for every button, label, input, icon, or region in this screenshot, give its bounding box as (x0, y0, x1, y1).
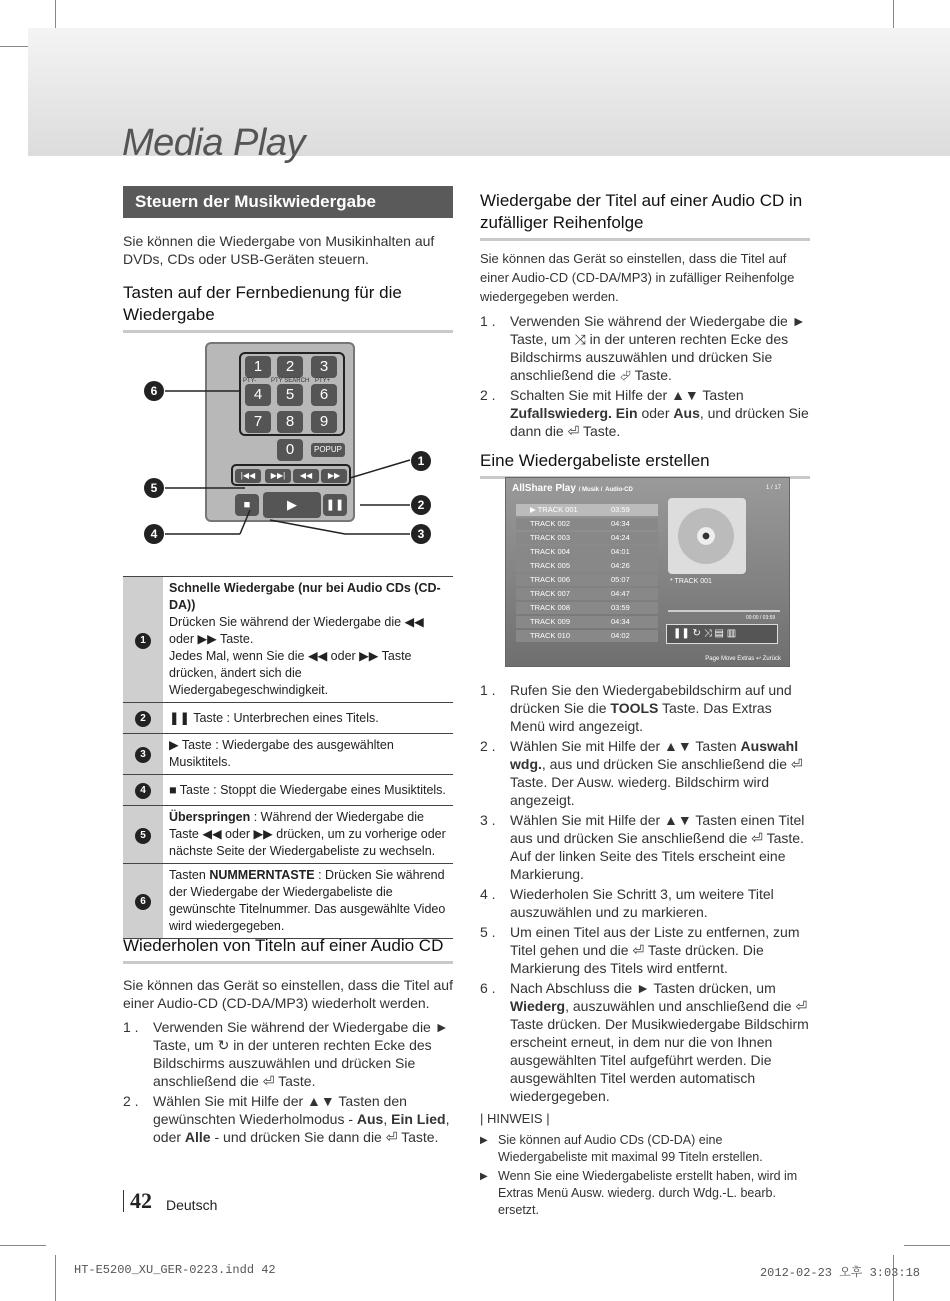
key-label-pty-search: PTY SEARCH (271, 378, 310, 384)
row-bold: NUMMERNTASTE (209, 868, 315, 882)
track-row[interactable] (516, 532, 658, 544)
step-bold: TOOLS (610, 700, 659, 716)
track-row[interactable] (516, 504, 658, 516)
list-item (480, 737, 810, 809)
track-name: TRACK 005 (530, 561, 571, 570)
step-text: Verwenden Sie während der Wiedergabe die ► Taste, um ↻ in der unteren rechten Ecke des Bildschirms auszuwählen und drücken Sie anschließend die ⏎ Taste. (153, 1019, 449, 1089)
key-6: 6 (311, 384, 337, 406)
track-time: 05:07 (611, 575, 630, 584)
track-name: TRACK 010 (530, 631, 571, 640)
progress-bar (668, 610, 780, 612)
step-text: Schalten Sie mit Hilfe der ▲▼ Tasten (510, 387, 744, 403)
track-name: TRACK 007 (530, 589, 571, 598)
list-item: ▶ Wenn Sie eine Wiedergabeliste erstellt haben, wird im Extras Menü Ausw. wiederg. durch Wdg.-L. bearb. ersetzt. (480, 1168, 810, 1219)
repeat-steps (123, 1018, 453, 1146)
notes (480, 1132, 810, 1219)
callout-2: 2 (411, 495, 431, 515)
screen-crumb: / Musik / (578, 487, 603, 493)
step-number: 5 . (480, 924, 496, 940)
track-time: 04:34 (611, 617, 630, 626)
step-text: - und drücken Sie dann die ⏎ Taste. (210, 1129, 439, 1145)
album-art (668, 498, 746, 574)
skip-back-key: |◀◀ (235, 469, 261, 483)
left-column (123, 186, 453, 333)
track-time: 04:34 (611, 519, 630, 528)
callout-5: 5 (144, 478, 164, 498)
fast-forward-key: ▶▶ (321, 469, 347, 483)
skip-forward-key: ▶▶| (265, 469, 291, 483)
shuffle-heading: Wiedergabe der Titel auf einer Audio CD in zufälliger Reihenfolge (480, 190, 810, 241)
page-number: 42 (130, 1188, 152, 1213)
row-text: Jedes Mal, wenn Sie die ◀◀ oder ▶▶ Taste drücken, ändert sich die Wiedergabegeschwindigkeit. (169, 649, 412, 697)
key-4: 4 (245, 384, 271, 406)
step-number: 1 . (480, 313, 496, 329)
row-number: 4 (135, 783, 151, 799)
step-text: , oder (153, 1111, 450, 1145)
page-language: Deutsch (166, 1197, 218, 1213)
pause-key: ❚❚ (323, 494, 347, 516)
callout-3: 3 (411, 524, 431, 544)
list-item (480, 386, 810, 440)
now-playing: * TRACK 001 (670, 578, 712, 585)
step-number: 4 . (480, 886, 496, 902)
playlist-steps-wrap (480, 681, 810, 1221)
key-9: 9 (311, 411, 337, 433)
row-title: Schnelle Wiedergabe (nur bei Audio CDs (CD-DA)) (169, 581, 441, 612)
time-readout: 00:00 / 03:59 (746, 615, 776, 621)
play-key: ▶ (263, 492, 321, 518)
playlist-steps (480, 681, 810, 1105)
intro-text: Sie können die Wiedergabe von Musikinhalten auf DVDs, CDs oder USB-Geräten steuern. (123, 233, 435, 267)
key-7: 7 (245, 411, 271, 433)
step-text: Verwenden Sie während der Wiedergabe die ► Taste, um ⤨ in der unteren rechten Ecke des Bildschirms auszuwählen und drücken Sie anschließend die ⏎ Taste. (510, 313, 806, 383)
key-label-pty-plus: PTY+ (315, 378, 331, 384)
step-bold: Aus (356, 1111, 384, 1127)
step-text: Nach Abschluss die ► Tasten drücken, um (510, 980, 776, 996)
track-name: TRACK 003 (530, 533, 571, 542)
step-bold: Alle (184, 1129, 211, 1145)
key-popup: POPUP (311, 443, 345, 457)
section-title: Steuern der Musikwiedergabe (123, 186, 453, 218)
track-time: 04:47 (611, 589, 630, 598)
key-1: 1 (245, 356, 271, 378)
step-number: 6 . (480, 980, 496, 996)
key-0: 0 (277, 439, 303, 461)
row-number: 3 (135, 747, 151, 763)
track-name: TRACK 004 (530, 547, 571, 556)
shuffle-intro: Sie können das Gerät so einstellen, dass die Titel auf einer Audio-CD (CD-DA/MP3) in zufälliger Reihenfolge wiedergegeben werden. (480, 251, 795, 304)
list-item (123, 1018, 453, 1090)
track-row[interactable] (516, 546, 658, 558)
list-item (480, 312, 810, 384)
table-row (123, 703, 453, 734)
repeat-section (123, 935, 453, 1148)
track-name: ▶ TRACK 001 (530, 505, 578, 514)
list-item (480, 885, 810, 921)
step-bold: Zufallswiederg. Ein (510, 405, 638, 421)
step-text: Wählen Sie mit Hilfe der ▲▼ Tasten (510, 738, 741, 754)
step-bold: Aus (673, 405, 700, 421)
track-time: 03:59 (611, 505, 630, 514)
callout-4: 4 (144, 524, 164, 544)
screen-footer: Page Move Extras ↩ Zurück (705, 656, 781, 662)
table-row (123, 577, 453, 703)
track-row[interactable] (516, 574, 658, 586)
slug-left: HT-E5200_XU_GER-0223.indd 42 (74, 1263, 276, 1277)
right-column (480, 190, 810, 479)
step-text: oder (637, 405, 674, 421)
step-text: Taste. Das Extras Menü wird angezeigt. (510, 700, 772, 734)
row-pre: Tasten (169, 868, 210, 882)
step-number: 3 . (480, 812, 496, 828)
note-text: Wenn Sie eine Wiedergabeliste erstellt haben, wird im Extras Menü Ausw. wiederg. durch Wdg.-L. bearb. ersetzt. (498, 1169, 798, 1217)
crop-mark (55, 1255, 56, 1301)
step-text: , (383, 1111, 392, 1127)
note-label: | HINWEIS | (480, 1111, 550, 1126)
step-text: Rufen Sie den Wiedergabebildschirm auf und drücken Sie die (510, 682, 792, 716)
track-name: TRACK 002 (530, 519, 571, 528)
rewind-key: ◀◀ (293, 469, 319, 483)
row-number: 5 (135, 828, 151, 844)
callout-6: 6 (144, 381, 164, 401)
crop-mark (0, 1245, 46, 1246)
disc-icon (678, 508, 734, 564)
table-row (123, 864, 453, 939)
step-text: Wiederholen Sie Schritt 3, um weitere Titel auszuwählen und zu markieren. (510, 886, 774, 920)
key-8: 8 (277, 411, 303, 433)
track-row[interactable] (516, 602, 658, 614)
step-number: 1 . (123, 1019, 139, 1035)
row-bold: Überspringen (169, 810, 251, 824)
screen-crumb2: Audio-CD (605, 487, 633, 493)
key-2: 2 (277, 356, 303, 378)
list-item: ▶ Sie können auf Audio CDs (CD-DA) eine Wiedergabeliste mit maximal 99 Titeln erstellen. (480, 1132, 810, 1166)
slug-right: 2012-02-23 오후 3:03:18 (759, 1266, 920, 1280)
stop-key: ■ (235, 494, 259, 516)
step-text: Um einen Titel aus der Liste zu entfernen, zum Titel gehen und die ⏎ Taste drücken. Die Markierung des Titels wird entfernt. (510, 924, 800, 976)
row-text: ▶ Taste : Wiedergabe des ausgewählten Musiktitels. (163, 734, 453, 775)
playlist-screen (505, 477, 790, 667)
table-row (123, 775, 453, 806)
step-text: , und drücken Sie dann die ⏎ Taste. (510, 405, 809, 439)
row-number: 2 (135, 711, 151, 727)
row-text: ❚❚ Taste : Unterbrechen eines Titels. (163, 703, 453, 734)
screen-app: AllShare Play (512, 483, 576, 494)
key-table-wrap (123, 576, 453, 939)
repeat-intro: Sie können das Gerät so einstellen, dass die Titel auf einer Audio-CD (CD-DA/MP3) wiederholt werden. (123, 977, 453, 1011)
step-text: Wählen Sie mit Hilfe der ▲▼ Tasten einen Titel aus und drücken Sie anschließend die ⏎ Taste. Auf der linken Seite des Titels erscheint eine Markierung. (510, 812, 805, 882)
callout-1: 1 (411, 451, 431, 471)
table-row (123, 734, 453, 775)
screen-page: 1 / 17 (765, 485, 781, 491)
repeat-heading: Wiederholen von Titeln auf einer Audio CD (123, 935, 453, 964)
track-time: 04:02 (611, 631, 630, 640)
row-number: 6 (135, 894, 151, 910)
list-item (480, 681, 810, 735)
row-text: : Drücken Sie während der Wiedergabe der Wiedergabeliste die gewünschte Titelnummer. Das ausgewählte Video wird wiedergegeben. (169, 868, 446, 933)
track-row[interactable] (516, 518, 658, 530)
track-row[interactable] (516, 616, 658, 628)
track-name: TRACK 009 (530, 617, 571, 626)
row-text: Drücken Sie während der Wiedergabe die ◀◀ oder ▶▶ Taste. (169, 615, 424, 646)
row-text: : Während der Wiedergabe die Taste ◀◀ oder ▶▶ drücken, um zu vorherige oder nächste Seite der Wiedergabeliste zu wechseln. (169, 810, 446, 858)
shuffle-steps (480, 312, 810, 440)
remote-callout-lines (140, 380, 430, 550)
track-row[interactable] (516, 630, 658, 642)
key-3: 3 (311, 356, 337, 378)
track-row[interactable] (516, 588, 658, 600)
list-item (480, 979, 810, 1105)
step-number: 2 . (480, 387, 496, 403)
row-text: ■ Taste : Stoppt die Wiedergabe eines Musiktitels. (163, 775, 453, 806)
row-number: 1 (135, 633, 151, 649)
list-item (123, 1092, 453, 1146)
track-time: 04:24 (611, 533, 630, 542)
track-name: TRACK 008 (530, 603, 571, 612)
step-number: 1 . (480, 682, 496, 698)
remote-heading: Tasten auf der Fernbedienung für die Wiedergabe (123, 282, 453, 333)
list-item (480, 923, 810, 977)
playlist-heading: Eine Wiedergabeliste erstellen (480, 450, 810, 479)
track-time: 04:26 (611, 561, 630, 570)
note-text: Sie können auf Audio CDs (CD-DA) eine Wiedergabeliste mit maximal 99 Titeln erstellen. (498, 1133, 763, 1164)
step-text: , auszuwählen und anschließend die ⏎ Taste drücken. Der Musikwiedergabe Bildschirm erscheint erneut, in dem nur die von Ihnen ausgewählten Titel aufgeführt werden. Die ausgewählten Titel werden automatisch wiedergegeben. (510, 998, 809, 1104)
footer-divider (123, 1190, 124, 1212)
step-number: 2 . (123, 1093, 139, 1109)
track-row[interactable] (516, 560, 658, 572)
key-label-pty-minus: PTY- (243, 378, 257, 384)
step-bold: Wiederg (510, 998, 566, 1014)
control-bar: ❚❚ ↻ ⤨ ▤ ▥ (666, 624, 778, 644)
step-text: Wählen Sie mit Hilfe der ▲▼ Tasten den gewünschten Wiederholmodus - (153, 1093, 407, 1127)
list-item (480, 811, 810, 883)
crop-mark (904, 1245, 950, 1246)
key-5: 5 (277, 384, 303, 406)
page-title: Media Play (122, 122, 305, 164)
key-table (123, 576, 453, 939)
step-text: , aus und drücken Sie anschließend die ⏎ Taste. Der Ausw. wiederg. Bildschirm wird angezeigt. (510, 756, 803, 808)
track-time: 04:01 (611, 547, 630, 556)
table-row (123, 806, 453, 864)
step-number: 2 . (480, 738, 496, 754)
step-bold: Auswahl wdg. (510, 738, 799, 772)
track-name: TRACK 006 (530, 575, 571, 584)
step-bold: Ein Lied (391, 1111, 446, 1127)
track-time: 03:59 (611, 603, 630, 612)
